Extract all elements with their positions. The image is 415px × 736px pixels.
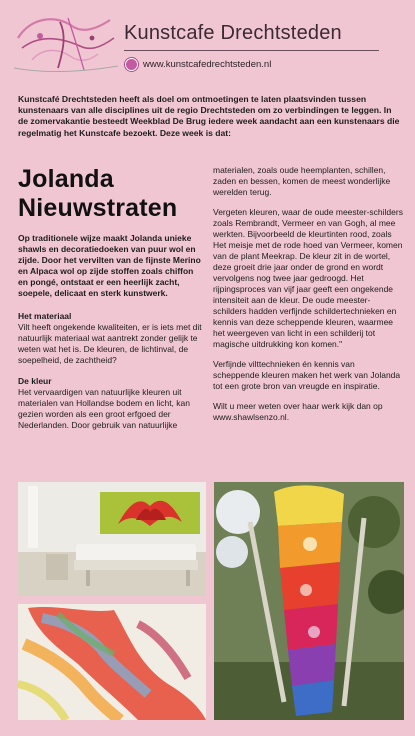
right-column — [213, 165, 403, 432]
room-illustration — [18, 482, 206, 596]
right-paragraph-2: Vergeten kleuren, waar de oude meester-schilders zoals Rembrandt, Vermeer en van Gogh, al mee werkten. Bijvoorbeeld de kleurtinten rood, zoals Het meisje met de rode hoed van Vermeer, komen van de plant Meekrap. De kleur zit in de wortel, deze groeit drie jaar onder de grond en wordt vervolgens nog twee jaar gedroogd. Het rijpingsproces van vijf jaar geeft een ongekende intensiteit aan de kleur. De oude meester-schilders hadden verfijnde schildertechnieken en kennis van deze scheppende kleuren, waarmee het weergeven van licht in een schilderij tot magische uitdrukking kon komen." — [213, 207, 403, 349]
section-text-kleur: Het vervaardigen van natuurlijke kleuren uit materialen van Hollandse bodem en licht, kan gezien worden als een groot erfgoed der Nederlanden. Door gebruik van natuurlijke — [18, 387, 190, 430]
publication-title: Kunstcafe Drechtsteden — [124, 22, 342, 44]
section-title-kleur: De kleur — [18, 376, 52, 386]
article-lead: Op traditionele wijze maakt Jolanda unieke shawls en decoratiedoeken van puur wol en zijde. Door het vervilten van de fijnste Merino en Alpaca wol op zijde stoffen zoals chiffon en pongé, ontstaat er een heerlijk zacht, soepele, delicaat en sterk kunstwerk. — [18, 233, 201, 298]
intro-paragraph: Kunstcafé Drechtsteden heeft als doel om ontmoetingen te laten plaatsvinden tussen kunstenaars van alle disciplines uit de regio Drechtsteden om zo verbindingen te leggen. In de zomervakantie besteedt Weekblad De Brug iedere week aandacht aan een kunstenaars die regelmatig het Kunstcafe bezoekt. Deze week is dat: — [18, 94, 400, 138]
garden-chair-illustration — [214, 482, 404, 720]
kunstcafe-logo — [10, 8, 122, 78]
article-headline: Jolanda Nieuwstraten — [18, 165, 178, 222]
right-paragraph-1: materialen, zoals oude heemplanten, schillen, zaden en bessen, komen de meest wonderlijke werelden terug. — [213, 165, 391, 197]
section-text-materiaal: Vilt heeft ongekende kwaliteiten, er is iets met dit natuurlijk materiaal wat aantrekt zonder gelijk te weten wat het is. De kleuren, de lichtinval, de soepelheid, de zachtheid? — [18, 322, 202, 365]
photo-rainbow-felt-on-chair — [214, 482, 404, 720]
title-divider — [124, 50, 379, 51]
website-line — [125, 58, 271, 71]
photo-room-with-red-artwork — [18, 482, 206, 596]
left-column — [18, 165, 203, 441]
header — [0, 0, 415, 86]
website-url: www.kunstcafedrechtsteden.nl — [143, 59, 272, 70]
scarf-illustration — [18, 604, 206, 720]
photo-colorful-scarf — [18, 604, 206, 720]
section-title-materiaal: Het materiaal — [18, 311, 72, 321]
right-paragraph-4: Wilt u meer weten over haar werk kijk dan op www.shawlsenzo.nl. — [213, 401, 383, 422]
right-paragraph-3: Verfijnde vilttechnieken én kennis van scheppende kleuren maken het werk van Jolanda tot een grote bron van vreugde en inspiratie. — [213, 359, 401, 391]
globe-icon — [125, 58, 138, 71]
